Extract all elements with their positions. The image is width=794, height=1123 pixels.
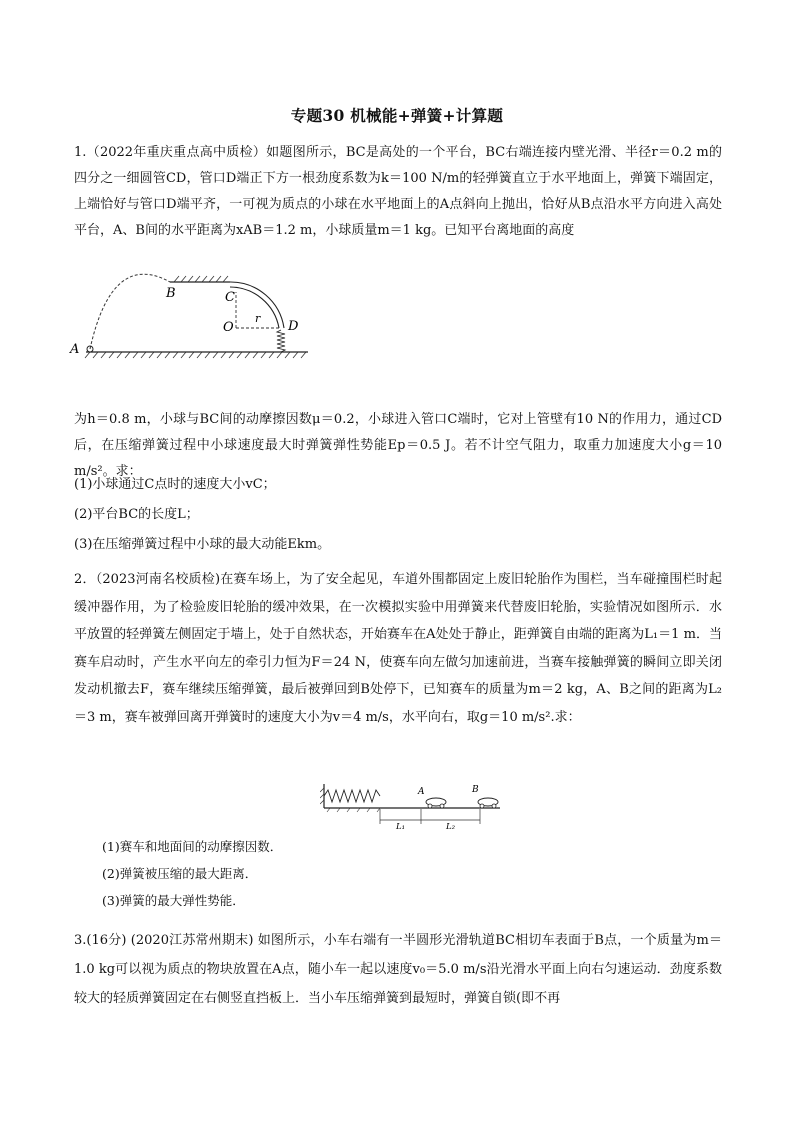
ground-hatch xyxy=(85,352,306,358)
label-b: B xyxy=(472,785,479,795)
platform-hatch xyxy=(174,276,228,282)
label-a: A xyxy=(418,787,425,797)
car-a-wheel-front xyxy=(440,804,444,808)
q2-text: 2．（2023河南名校质检)在赛车场上，为了安全起见，车道外围都固定上废旧轮胎作为围栏，当车碰撞围栏时起缓冲器作用，为了检验废旧轮胎的缓冲效果，在一次模拟实验中用弹簧来代替废旧轮胎，实验情况如图所示．水平放置的轻弹簧左侧固定于墙上，处于自然状态，开始赛车在A处处于静止，距弹簧自由端的距离为L₁＝1 m．当赛车启动时，产生水平向左的牵引力恒为F＝24 N，使赛车向左做匀加速前进，当赛车接触弹簧的瞬间立即关闭发动机撤去F，赛车继续压缩弹簧，最后被弹回到B处停下，已知赛车的质量为m＝2 kg，A、B之间的距离为L₂＝3 m，赛车被弹回离开弹簧时的速度大小为v＝4 m/s，水平向右，取g＝10 m/s².求： xyxy=(74,572,722,725)
q1-text-part1: 1.（2022年重庆重点高中质检）如题图所示，BC是高处的一个平台，BC右端连接内壁光滑、半径r＝0.2 m的四分之一细圆管CD，管口D端正下方一根劲度系数为k＝100 N/m的轻弹簧直立于水平地面上，弹簧下端固定，上端恰好与管口D端平齐，一可视为质点的小球在水平地面上的A点斜向上抛出，恰好从B点沿水平方向进入高处平台，A、B间的水平距离为xAB＝1.2 m，小球质量m＝1 kg。已知平台离地面的高度 xyxy=(74,145,722,238)
page-title: 专题30 机械能+弹簧+计算题 xyxy=(290,106,504,125)
label-l2: L₂ xyxy=(446,822,456,830)
q1-figure xyxy=(66,270,326,370)
car-a-wheel-rear xyxy=(428,804,432,808)
q1-item-2: (2)平台BC的长度L； xyxy=(74,507,199,522)
label-b: B xyxy=(166,286,176,301)
q2-figure xyxy=(320,782,504,830)
q3-text: 3.(16分) (2020江苏常州期末) 如图所示，小车右端有一半圆形光滑轨道BC相切车表面于B点，一个质量为m＝1.0 kg可以视为质点的物块放置在A点，随小车一起以速度v₀＝5.0 m/s沿光滑水平面上向右匀速运动．劲度系数较大的轻质弹簧固定在右侧竖直挡板上．当小车压缩弹簧到最短时，弹簧自锁(即不再 xyxy=(74,933,722,1006)
label-a: A xyxy=(70,342,80,357)
label-d: D xyxy=(288,319,299,334)
q1-text-part2: 为h＝0.8 m，小球与BC间的动摩擦因数μ＝0.2，小球进入管口C端时，它对上管壁有10 N的作用力，通过CD后，在压缩弹簧过程中小球速度最大时弹簧弹性势能Ep＝0.5 J。若不计空气阻力，取重力加速度大小g＝10 m/s²。求： xyxy=(74,412,722,479)
q2-item-2: (2)弹簧被压缩的最大距离． xyxy=(102,866,258,881)
q1-item-1: (1)小球通过C点时的速度大小vC； xyxy=(74,477,276,492)
q2-item-3: (3)弹簧的最大弹性势能． xyxy=(102,893,245,908)
label-c: C xyxy=(225,290,235,305)
label-o: O xyxy=(223,320,234,335)
q1-item-3: (3)在压缩弹簧过程中小球的最大动能Ekm。 xyxy=(74,537,331,552)
spring xyxy=(324,790,380,802)
spring xyxy=(277,330,285,352)
q2-item-1: (1)赛车和地面间的动摩擦因数． xyxy=(102,839,283,854)
car-b-wheel-rear xyxy=(480,804,484,808)
label-l1: L₁ xyxy=(396,822,406,830)
label-r: r xyxy=(255,312,261,325)
trajectory-path xyxy=(90,274,170,349)
wall-hatch xyxy=(320,788,324,804)
car-b-wheel-front xyxy=(492,804,496,808)
